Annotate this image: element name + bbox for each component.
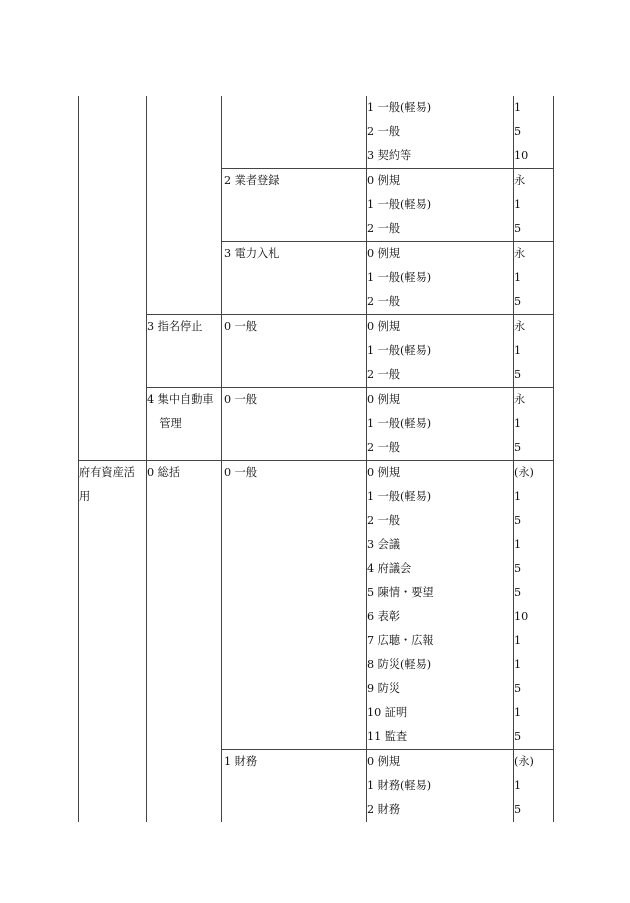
retention-cell: 1 [514, 629, 554, 653]
detail-cell: 2 一般 [367, 217, 514, 242]
retention-cell: 1 [514, 412, 554, 436]
retention-cell: 10 [514, 144, 554, 169]
retention-cell: 5 [514, 363, 554, 388]
retention-cell: 1 [514, 653, 554, 677]
retention-cell: 5 [514, 581, 554, 605]
retention-cell: (永) [514, 750, 554, 775]
detail-cell: 7 広聴・広報 [367, 629, 514, 653]
retention-cell: 1 [514, 266, 554, 290]
retention-cell: 5 [514, 725, 554, 750]
detail-cell: 2 財務 [367, 798, 514, 822]
retention-cell: 5 [514, 290, 554, 315]
detail-cell: 4 府議会 [367, 557, 514, 581]
detail-cell: 1 財務(軽易) [367, 774, 514, 798]
retention-cell: (永) [514, 461, 554, 486]
item-cell: 0 一般 [222, 461, 367, 750]
retention-cell: 5 [514, 677, 554, 701]
category-cell [79, 96, 147, 461]
subcategory-cell: 0 総括 [147, 461, 222, 823]
subcategory-cell: 4 集中自動車管理 [147, 388, 222, 461]
item-cell: 0 一般 [222, 388, 367, 461]
subcategory-cell: 3 指名停止 [147, 315, 222, 388]
detail-cell: 6 表彰 [367, 605, 514, 629]
table-row [79, 461, 554, 486]
detail-cell: 1 一般(軽易) [367, 485, 514, 509]
item-cell: 2 業者登録 [222, 169, 367, 242]
detail-cell: 0 例規 [367, 169, 514, 194]
detail-cell: 1 一般(軽易) [367, 339, 514, 363]
detail-cell: 9 防災 [367, 677, 514, 701]
detail-cell: 0 例規 [367, 242, 514, 267]
retention-cell: 1 [514, 533, 554, 557]
retention-cell: 1 [514, 485, 554, 509]
subcategory-cell [147, 96, 222, 315]
item-cell [222, 96, 367, 169]
detail-cell: 0 例規 [367, 461, 514, 486]
detail-cell: 1 一般(軽易) [367, 266, 514, 290]
detail-cell: 10 証明 [367, 701, 514, 725]
retention-cell: 1 [514, 774, 554, 798]
detail-cell: 11 監査 [367, 725, 514, 750]
retention-cell: 10 [514, 605, 554, 629]
detail-cell: 0 例規 [367, 315, 514, 340]
table-row [79, 96, 554, 120]
retention-cell: 5 [514, 436, 554, 461]
retention-cell: 5 [514, 217, 554, 242]
retention-cell: 1 [514, 339, 554, 363]
retention-cell: 5 [514, 557, 554, 581]
detail-cell: 1 一般(軽易) [367, 193, 514, 217]
retention-cell: 5 [514, 509, 554, 533]
detail-cell: 2 一般 [367, 509, 514, 533]
detail-cell: 8 防災(軽易) [367, 653, 514, 677]
retention-cell: 1 [514, 193, 554, 217]
detail-cell: 1 一般(軽易) [367, 412, 514, 436]
table-row [79, 315, 554, 340]
detail-cell: 5 陳情・要望 [367, 581, 514, 605]
item-cell: 3 電力入札 [222, 242, 367, 315]
retention-cell: 1 [514, 701, 554, 725]
detail-cell: 0 例規 [367, 750, 514, 775]
category-cell: 府有資産活用 [79, 461, 147, 823]
detail-cell: 2 一般 [367, 363, 514, 388]
detail-cell: 2 一般 [367, 120, 514, 144]
detail-cell: 2 一般 [367, 436, 514, 461]
retention-cell: 永 [514, 315, 554, 340]
retention-cell: 5 [514, 120, 554, 144]
retention-cell: 5 [514, 798, 554, 822]
detail-cell: 2 一般 [367, 290, 514, 315]
item-cell: 1 財務 [222, 750, 367, 823]
detail-cell: 1 一般(軽易) [367, 96, 514, 120]
item-cell: 0 一般 [222, 315, 367, 388]
detail-cell: 0 例規 [367, 388, 514, 413]
records-table [78, 96, 554, 822]
retention-cell: 永 [514, 242, 554, 267]
retention-cell: 1 [514, 96, 554, 120]
detail-cell: 3 会議 [367, 533, 514, 557]
retention-cell: 永 [514, 169, 554, 194]
retention-cell: 永 [514, 388, 554, 413]
detail-cell: 3 契約等 [367, 144, 514, 169]
table-row [79, 388, 554, 413]
